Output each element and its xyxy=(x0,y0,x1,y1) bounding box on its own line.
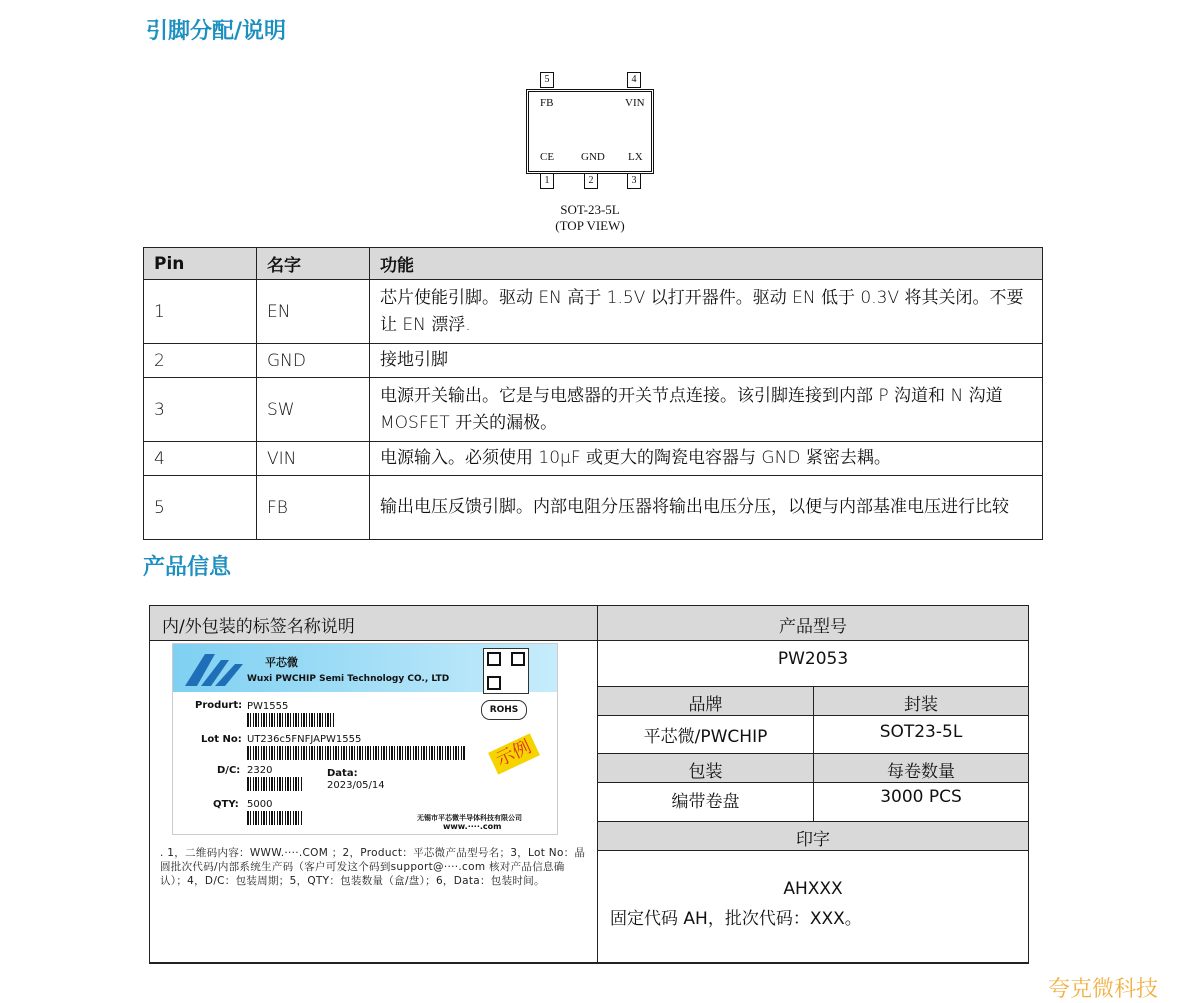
pin-label-lx: LX xyxy=(628,151,643,163)
company-cn-text: 无锡市平芯微半导体科技有限公司 xyxy=(417,814,522,822)
lot-label: Lot No: xyxy=(201,734,242,745)
pin-number: 1 xyxy=(144,280,257,344)
table-row xyxy=(144,442,1043,476)
marking-value: AHXXX xyxy=(783,879,843,899)
label-note: . 1，二维码内容：WWW.····.COM ；2，Product：平芯微产品型号名；3，Lot No：晶圆批次代码/内部系统生产码（客户可发这个码到support@····.com 核对产品信息确认）；4，D/C：包装周期；5，QTY：包装数量（盒/盘）；6，Data：包装时间。 xyxy=(160,847,586,887)
pin-table-header xyxy=(144,248,1043,280)
pin-function: 接地引脚 xyxy=(370,344,1043,378)
table-row xyxy=(144,280,1043,344)
table-row xyxy=(144,378,1043,442)
marking-note: 固定代码 AH，批次代码：XXX。 xyxy=(610,909,862,929)
table-row xyxy=(144,476,1043,540)
lot-barcode-icon xyxy=(247,746,465,760)
sample-stamp: 示例 xyxy=(488,733,540,774)
brand-value: 平芯微/PWCHIP xyxy=(597,715,814,754)
pin-4-box: 4 xyxy=(627,72,641,88)
pin-number: 4 xyxy=(144,442,257,476)
pin-name: EN xyxy=(257,280,370,344)
pin-function: 电源输入。必须使用 10μF 或更大的陶瓷电容器与 GND 紧密去耦。 xyxy=(370,442,1043,476)
qr-code-icon xyxy=(483,648,529,694)
pin-number: 3 xyxy=(144,378,257,442)
qty-value-text: 5000 xyxy=(247,799,273,810)
pin-2-box: 2 xyxy=(584,173,598,189)
qty-header: 每卷数量 xyxy=(813,753,1029,783)
produrt-barcode-icon xyxy=(247,713,335,727)
marking-header: 印字 xyxy=(597,821,1029,851)
pin-number: 2 xyxy=(144,344,257,378)
lot-value: UT236c5FNFJAPW1555 xyxy=(247,734,362,745)
pin-label-vin: VIN xyxy=(625,97,645,109)
pin-name: VIN xyxy=(257,442,370,476)
dc-barcode-icon xyxy=(247,777,303,791)
pin-number: 5 xyxy=(144,476,257,540)
pin-3-box: 3 xyxy=(627,173,641,189)
package-header: 封装 xyxy=(813,686,1029,716)
produrt-value: PW1555 xyxy=(247,701,289,712)
label-sample-card xyxy=(172,643,558,835)
section-heading-product: 产品信息 xyxy=(143,555,232,580)
pin-table xyxy=(143,247,1043,540)
qty-label: QTY: xyxy=(213,799,239,810)
produrt-label: Produrt: xyxy=(195,700,243,711)
pin-label-gnd: GND xyxy=(581,151,605,163)
package-value: SOT23-5L xyxy=(813,715,1029,754)
data-value: 2023/05/14 xyxy=(327,780,385,791)
package-caption: SOT-23-5L xyxy=(560,202,620,217)
qty-barcode-icon xyxy=(247,811,303,825)
pin-5-box: 5 xyxy=(540,72,554,88)
header-function: 功能 xyxy=(370,248,1043,280)
company-text: Wuxi PWCHIP Semi Technology CO., LTD xyxy=(247,674,450,684)
model-header: 产品型号 xyxy=(597,605,1029,641)
qty-value: 3000 PCS xyxy=(813,782,1029,822)
label-header: 内/外包装的标签名称说明 xyxy=(149,605,598,641)
dc-label: D/C: xyxy=(217,765,241,776)
pin-label-fb: FB xyxy=(540,97,554,109)
package-view-caption: (TOP VIEW) xyxy=(555,218,625,233)
pin-label-ce: CE xyxy=(540,151,555,163)
packing-header: 包装 xyxy=(597,753,814,783)
header-pin: Pin xyxy=(144,248,257,280)
section-heading-pins: 引脚分配/说明 xyxy=(146,19,287,44)
rohs-badge: ROHS xyxy=(481,700,527,720)
table-row xyxy=(144,344,1043,378)
pin-function: 输出电压反馈引脚。内部电阻分压器将输出电压分压，以便与内部基准电压进行比较 xyxy=(370,476,1043,540)
brand-cn-text: 平芯微 xyxy=(265,656,298,669)
pin-1-box: 1 xyxy=(540,173,554,189)
pin-name: GND xyxy=(257,344,370,378)
header-name: 名字 xyxy=(257,248,370,280)
pwchip-logo-icon xyxy=(185,652,247,688)
pin-name: SW xyxy=(257,378,370,442)
packing-value: 编带卷盘 xyxy=(597,782,814,822)
pin-name: FB xyxy=(257,476,370,540)
dc-value: 2320 xyxy=(247,765,273,776)
pin-function: 电源开关输出。它是与电感器的开关节点连接。该引脚连接到内部 P 沟道和 N 沟道 MOSFET 开关的漏极。 xyxy=(370,378,1043,442)
brand-header: 品牌 xyxy=(597,686,814,716)
pin-function: 芯片使能引脚。驱动 EN 高于 1.5V 以打开器件。驱动 EN 低于 0.3V 将其关闭。不要让 EN 漂浮. xyxy=(370,280,1043,344)
website-text: www.····.com xyxy=(443,822,502,831)
data-label: Data: xyxy=(327,768,358,779)
model-value: PW2053 xyxy=(597,640,1029,687)
watermark-text: 夸克微科技 xyxy=(1048,977,1159,1002)
